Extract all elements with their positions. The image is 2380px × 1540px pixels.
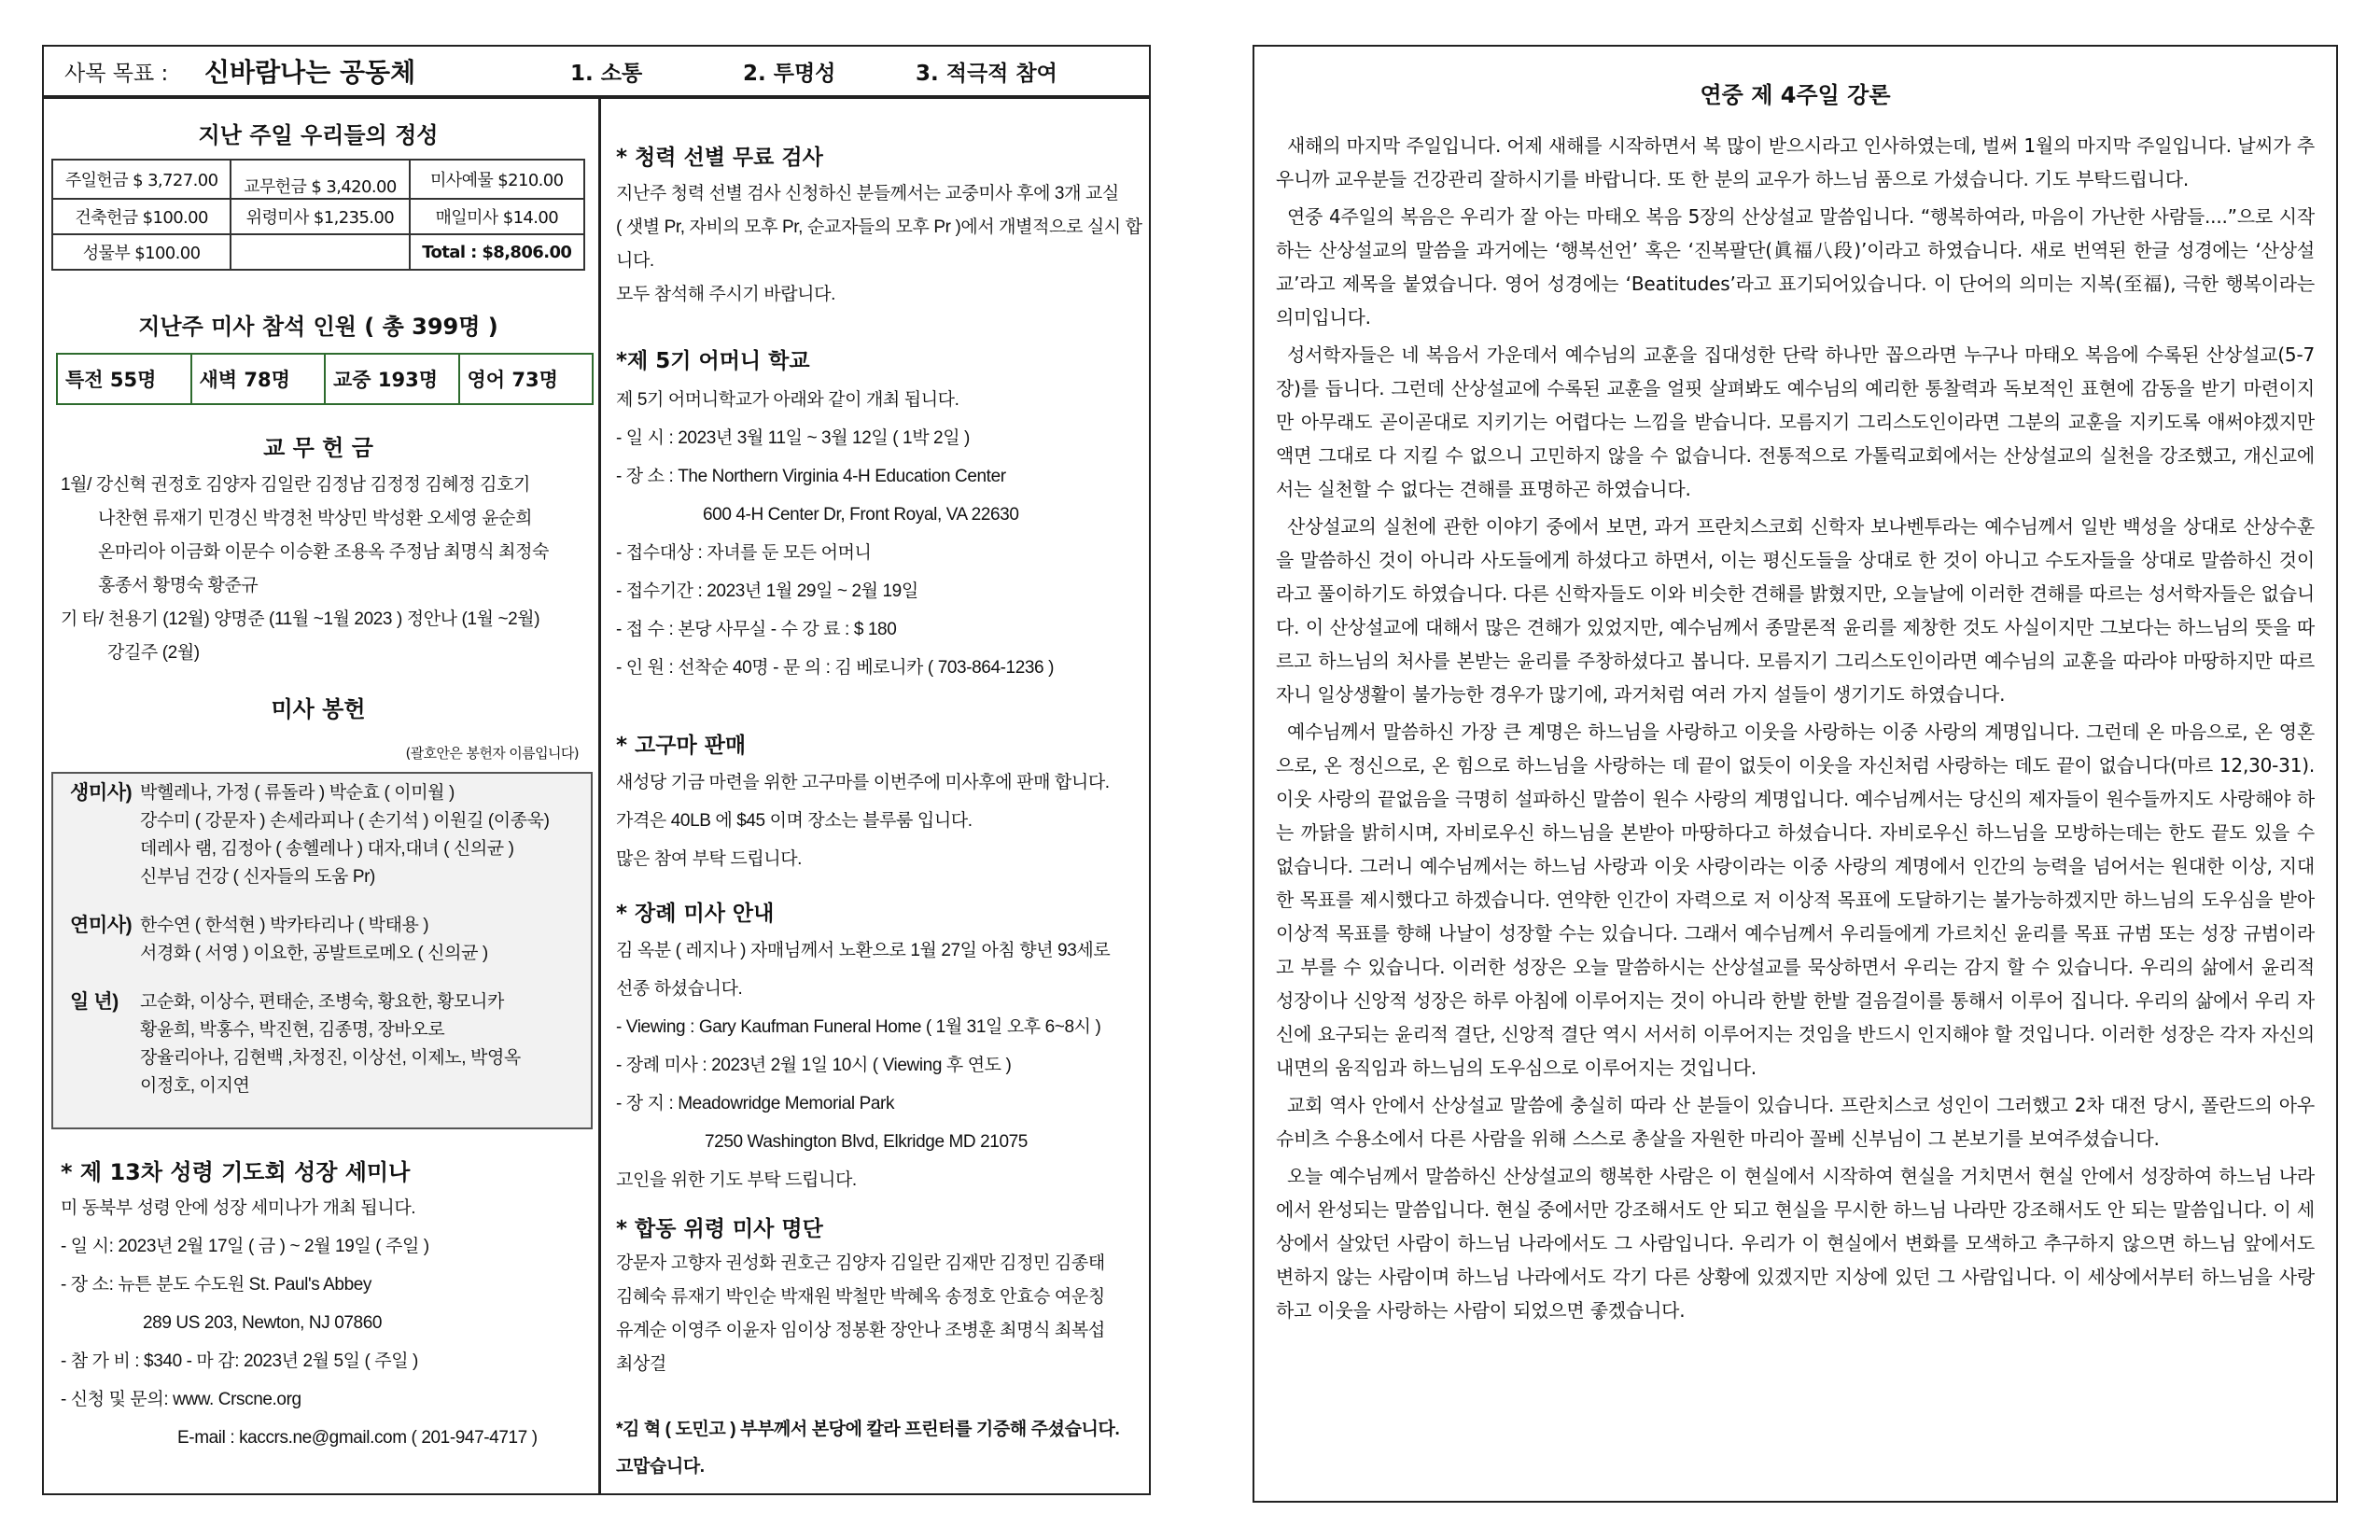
goal-item-1: 1. 소통 xyxy=(570,61,643,86)
list-item: 기 타/ 천용기 (12월) 양명준 (11월 ~1월 2023 ) 정안나 (1월 ~2월) xyxy=(61,609,540,629)
text-line: - Viewing : Gary Kaufman Funeral Home ( 1월 31일 오후 6~8시 ) xyxy=(616,1017,1101,1037)
text-line: 고인을 위한 기도 부탁 드립니다. xyxy=(616,1170,857,1190)
table-cell: 주일헌금 $ 3,727.00 xyxy=(52,160,231,199)
list-item: 한수연 ( 한석현 ) 박카타리나 ( 박태용 ) xyxy=(140,916,429,935)
text-line: - 접수기간 : 2023년 1월 29일 ~ 2월 19일 xyxy=(616,581,918,601)
mass-group-label: 일 년) xyxy=(70,991,119,1013)
table-cell: 건축헌금 $100.00 xyxy=(52,199,231,234)
list-item: 서경화 ( 서영 ) 이요한, 공발트로메오 ( 신의균 ) xyxy=(140,944,488,963)
table-cell: 교무헌금 $ 3,420.00 xyxy=(231,160,409,199)
joint-mass-title: * 합동 위령 미사 명단 xyxy=(616,1217,823,1241)
list-item: 이정호, 이지연 xyxy=(140,1076,250,1096)
list-item: 나찬현 류재기 민경신 박경천 박상민 박성환 오세영 윤순희 xyxy=(98,509,533,528)
table-row xyxy=(52,160,584,199)
mass-offering-box xyxy=(51,772,593,1129)
list-item: - 일 시: 2023년 2월 17일 ( 금 ) ~ 2월 19일 ( 주일 ) xyxy=(61,1237,429,1256)
list-item: 고순화, 이상수, 편태순, 조병숙, 황요한, 황모니카 xyxy=(140,992,504,1012)
text-line: - 장례 미사 : 2023년 2월 1일 10시 ( Viewing 후 연도 ) xyxy=(616,1056,1012,1075)
seminar-body xyxy=(61,1189,593,1457)
mass-offering-note: (괄호안은 봉헌자 이름입니다) xyxy=(405,745,579,762)
text-line: - 인 원 : 선착순 40명 - 문 의 : 김 베로니카 ( 703-864-1236 ) xyxy=(616,658,1055,678)
attendance-cell: 교중 193명 xyxy=(326,355,460,403)
homily-body xyxy=(1276,129,2315,1331)
text-line: 김혜숙 류재기 박인순 박재원 박철만 박혜옥 송정호 안효승 여운칭 xyxy=(616,1287,1105,1307)
goal-text: 신바람나는 공동체 xyxy=(204,57,416,88)
table-cell: 매일미사 $14.00 xyxy=(410,199,584,234)
table-cell xyxy=(231,234,409,270)
homily-title: 연중 제 4주일 강론 xyxy=(1700,82,1891,108)
donation-notice xyxy=(616,1411,1139,1486)
mass-group-memorial xyxy=(70,912,583,968)
mothers-school-title: *제 5기 어머니 학교 xyxy=(616,349,810,373)
list-item: - 신청 및 문의: www. Crscne.org xyxy=(61,1390,301,1409)
mass-group-living xyxy=(70,779,583,891)
attendance-cell: 새벽 78명 xyxy=(192,355,327,403)
mass-group-label: 연미사) xyxy=(70,915,133,936)
text-line: 유계순 이영주 이윤자 임이상 정봉환 장안나 조병훈 최명식 최복섭 xyxy=(616,1321,1105,1340)
text-line: - 접수대상 : 자녀를 둔 모든 어머니 xyxy=(616,543,872,563)
list-item: 289 US 203, Newton, NJ 07860 xyxy=(143,1313,383,1333)
list-item: 홍종서 황명숙 황준규 xyxy=(98,576,259,595)
offering-table xyxy=(51,159,585,271)
paragraph: 교회 역사 안에서 산상설교 말씀에 충실히 따라 산 분들이 있습니다. 프란치스코 성인이 그러했고 2차 대전 당시, 폴란드의 아우슈비츠 수용소에서 다른 사람을 위해 스스로 총살을 자원한 마리아 꼴베 신부님이 그 본보기를 보여주셨습니다. xyxy=(1276,1094,2315,1150)
list-item: 장율리아나, 김현백 ,차정진, 이상선, 이제노, 박영옥 xyxy=(140,1048,521,1068)
paragraph: 새해의 마지막 주일입니다. 어제 새해를 시작하면서 복 많이 받으시라고 인사하였는데, 벌써 1월의 마지막 주일입니다. 날씨가 추우니까 교우분들 건강관리 잘하시기를 바랍니다. 또 한 분의 교우가 하느님 품으로 가셨습니다. 기도 부탁드립니다. xyxy=(1276,134,2315,190)
attendance-cell: 영어 73명 xyxy=(467,369,558,391)
funeral-title: * 장례 미사 안내 xyxy=(616,902,775,926)
funeral-body xyxy=(616,931,1139,1199)
table-row xyxy=(52,234,584,270)
list-item: 1월/ 강신혁 권정호 김양자 김일란 김정남 김정정 김혜정 김호기 xyxy=(61,475,530,495)
hearing-body xyxy=(616,177,1142,312)
table-cell: Total : $8,806.00 xyxy=(410,234,584,270)
list-item: 황윤희, 박홍수, 박진현, 김종명, 장바오로 xyxy=(140,1020,445,1040)
table-cell: 성물부 $100.00 xyxy=(52,234,231,270)
text-line: - 접 수 : 본당 사무실 - 수 강 료 : $ 180 xyxy=(616,620,897,639)
text-line: - 일 시 : 2023년 3월 11일 ~ 3월 12일 ( 1박 2일 ) xyxy=(616,428,970,448)
text-line: 김 옥분 ( 레지나 ) 자매님께서 노환으로 1월 27일 아침 향년 93세로 xyxy=(616,941,1111,960)
education-fund-title: 교 무 헌 금 xyxy=(263,435,373,461)
list-item: 신부님 건강 ( 신자들의 도움 Pr) xyxy=(140,867,375,887)
attendance-row xyxy=(56,353,594,405)
goal-item-2: 2. 투명성 xyxy=(743,61,836,86)
text-line: 7250 Washington Blvd, Elkridge MD 21075 xyxy=(705,1132,1028,1152)
text-line: 모두 참석해 주시기 바랍니다. xyxy=(616,285,835,304)
text-line: 제 5기 어머니학교가 아래와 같이 개최 됩니다. xyxy=(616,390,959,410)
list-item: 강수미 ( 강문자 ) 손세라피나 ( 손기석 ) 이원길 (이종욱) xyxy=(140,811,550,831)
list-item: - 장 소: 뉴튼 분도 수도원 St. Paul's Abbey xyxy=(61,1275,372,1295)
table-cell: 위령미사 $1,235.00 xyxy=(231,199,409,234)
paragraph: 오늘 예수님께서 말씀하신 산상설교의 행복한 사람은 이 현실에서 시작하여 현실을 거치면서 현실 안에서 성장하여 하느님 나라에서 완성되는 말씀입니다. 현실 중에서만 강조해서도 안 되고 현실을 무시한 하느님 나라만 강조해서도 안 되는 말씀입니다. 이 세상에서 살았던 사람이 하느님 나라에서도 그 사람입니다. 우리가 이 현실에서 변화를 모색하고 추구하지 않으면 하느님 앞에서도 변하지 않는 사람이며 하느님 나라에서도 각기 다른 상황에 있겠지만 지상에 있던 그 사람입니다. 이 세상에서부터 하느님을 사랑하고 이웃을 사랑하는 사람이 되었으면 좋겠습니다. xyxy=(1276,1165,2315,1322)
sweet-potato-title: * 고구마 판매 xyxy=(616,734,747,758)
mass-group-annual xyxy=(70,988,583,1100)
mass-offering-title: 미사 봉헌 xyxy=(271,696,366,722)
education-fund-list xyxy=(61,469,593,670)
joint-mass-names xyxy=(616,1247,1139,1381)
goal-label: 사목 목표 : xyxy=(64,61,169,86)
paragraph: 예수님께서 말씀하신 가장 큰 계명은 하느님을 사랑하고 이웃을 사랑하는 이중 사랑의 계명입니다. 그런데 온 마음으로, 온 영혼으로, 온 정신으로, 온 힘으로 하느님을 사랑하는 데 끝이 없듯이 이웃을 자신처럼 사랑하는 데도 끝이 없습니다(마르 12,30-31). 이웃 사랑의 끝없음을 극명히 설파하신 말씀이 원수 사랑의 계명입니다. 예수님께서는 당신의 제자들이 원수들까지도 사랑해야 하는 까닭을 밝히시며, 자비로우신 하느님을 본받아 마땅하다고 하셨습니다. 자비로우신 하느님을 모방하는데는 한도 끝도 있을 수 없습니다. 그러니 예수님께서는 하느님 사랑과 이웃 사랑이라는 이중 사랑의 계명에서 인간의 능력을 넘어서는 원대한 이상, 지대한 목표를 제시했다고 하겠습니다. 연약한 인간이 자력으로 저 이상적 목표에 도달하기는 불가능하겠지만 하느님의 도우심을 받아 이상적 목표를 향해 나날이 성장할 수는 있습니다. 그래서 예수님께서 우리들에게 가르치신 윤리를 목표 규범 또는 성장 규범이라고 부를 수 있습니다. 이러한 성장은 오늘 말씀하시는 산상설교를 묵상하면서 우리는 감지 할 수 있습니다. 우리의 삶에서 윤리적 성장이나 신앙적 성장은 하루 아침에 이루어지는 것이 아니라 한발 한발 걸음걸이를 통해서 이루어 집니다. 우리의 삶에서 우리 자신에 요구되는 윤리적 결단, 신앙적 결단 역시 서서히 이루어지는 것임을 반드시 인지해야 할 것입니다. 이러한 성장은 각자 자신의 내면의 움직임과 하느님의 도우심으로 이루어지는 것입니다. xyxy=(1276,721,2315,1079)
text-line: 최상걸 xyxy=(616,1354,666,1374)
text-line: 선종 하셨습니다. xyxy=(616,979,743,999)
column-divider xyxy=(598,99,601,1495)
paragraph: 연중 4주일의 복음은 우리가 잘 아는 마태오 복음 5장의 산상설교 말씀입니다. “행복하여라, 마음이 가난한 사람들....”으로 시작하는 산상설교의 말씀을 과거에는 ‘행복선언’ 혹은 ‘진복팔단(眞福八段)’이라고 하였습니다. 새로 번역된 한글 성경에는 ‘산상설교’라고 제목을 붙였습니다. 영어 성경에는 ‘Beatitudes’라고 표기되어있습니다. 이 단어의 의미는 지복(至福), 극한 행복이라는 의미입니다. xyxy=(1276,205,2315,329)
paragraph: 성서학자들은 네 복음서 가운데서 예수님의 교훈을 집대성한 단락 하나만 꼽으라면 누구나 마태오 복음에 수록된 산상설교(5-7장)를 듭니다. 그런데 산상설교에 수록된 교훈을 얼핏 살펴봐도 예수님의 예리한 통찰력과 독보적인 표현에 감동을 받기 마련이지만 아무래도 곧이곧대로 지키기는 어렵다는 느낌을 받습니다. 모름지기 그리스도인이라면 그분의 교훈을 지키도록 애써야겠지만 액면 그대로 다 지킬 수 없으니 고민하지 않을 수 없습니다. 전통적으로 가톨릭교회에서는 산상설교의 실천을 강조했고, 개신교에서는 실천할 수 없다는 견해를 표명하곤 하였습니다. xyxy=(1276,343,2315,500)
sweet-potato-body xyxy=(616,763,1139,878)
text-line: *김 혁 ( 도민고 ) 부부께서 본당에 칼라 프린터를 기증해 주셨습니다. xyxy=(616,1420,1120,1439)
list-item: 박헬레나, 가정 ( 류돌라 ) 박순효 ( 이미월 ) xyxy=(140,783,455,803)
list-item: 데레사 램, 김정아 ( 송헬레나 ) 대자,대녀 ( 신의균 ) xyxy=(140,839,514,859)
table-cell: 미사예물 $210.00 xyxy=(410,160,584,199)
offering-title: 지난 주일 우리들의 정성 xyxy=(198,122,439,148)
text-line: 가격은 40LB 에 $45 이며 장소는 블루룸 입니다. xyxy=(616,811,973,831)
paragraph: 산상설교의 실천에 관한 이야기 중에서 보면, 과거 프란치스코회 신학자 보나벤투라는 예수님께서 일반 백성을 상대로 산상수훈을 말씀하신 것이 아니라 사도들에게 하셨다고 하면서, 이는 평신도들을 상대로 한 것이 아니고 수도자들을 상대로 말씀하신 것이라고 풀이하기도 하였습니다. 다른 신학자들도 이와 비슷한 견해를 밝혔지만, 오늘날에 이러한 견해를 따르는 성서학자들은 없습니다. 이 산상설교에 대해서 많은 견해가 있었지만, 예수님께서 종말론적 윤리를 제창한 것도 사실이지만 그보다는 하느님의 뜻을 따르고 하느님의 처사를 본받는 윤리를 주창하셨다고 봅니다. 모름지기 그리스도인이라면 예수님의 교훈을 따라야 마땅하지만 따르자니 일상생활이 불가능한 경우가 많기에, 과거처럼 여러 가지 설들이 생기기도 하였습니다. xyxy=(1276,515,2315,706)
bulletin-header xyxy=(42,45,1151,99)
text-line: - 장 지 : Meadowridge Memorial Park xyxy=(616,1094,895,1113)
goal-item-3: 3. 적극적 참여 xyxy=(916,61,1057,86)
list-item: 미 동북부 성령 안에 성장 세미나가 개최 됩니다. xyxy=(61,1198,416,1218)
hearing-title: * 청력 선별 무료 검사 xyxy=(616,146,823,170)
list-item: - 참 가 비 : $340 - 마 감: 2023년 2월 5일 ( 주일 ) xyxy=(61,1351,418,1371)
text-line: 강문자 고향자 권성화 권호근 김양자 김일란 김재만 김정민 김종태 xyxy=(616,1253,1105,1273)
attendance-cell: 특전 55명 xyxy=(58,355,192,403)
text-line: 지난주 청력 선별 검사 신청하신 분들께서는 교중미사 후에 3개 교실 xyxy=(616,184,1119,203)
mothers-school-body xyxy=(616,381,1139,687)
text-line: - 장 소 : The Northern Virginia 4-H Education Center xyxy=(616,467,1006,486)
text-line: 새성당 기금 마련을 위한 고구마를 이번주에 미사후에 판매 합니다. xyxy=(616,773,1110,792)
text-line: 많은 참여 부탁 드립니다. xyxy=(616,849,803,869)
list-item: 온마리아 이금화 이문수 이승환 조용옥 주정남 최명식 최정숙 xyxy=(98,542,550,562)
text-line: 600 4-H Center Dr, Front Royal, VA 22630 xyxy=(703,505,1019,525)
text-line: 니다. xyxy=(616,251,654,271)
seminar-title: * 제 13차 성령 기도회 성장 세미나 xyxy=(61,1159,411,1185)
list-item: 강길주 (2월) xyxy=(107,643,200,663)
attendance-title: 지난주 미사 참석 인원 ( 총 399명 ) xyxy=(138,314,498,340)
mass-group-label: 생미사) xyxy=(70,782,133,804)
text-line: ( 샛별 Pr, 자비의 모후 Pr, 순교자들의 모후 Pr )에서 개별적으로 실시 합 xyxy=(616,217,1142,237)
list-item: E-mail : kaccrs.ne@gmail.com ( 201-947-4717 ) xyxy=(177,1428,538,1448)
table-row xyxy=(52,199,584,234)
text-line: 고맙습니다. xyxy=(616,1457,705,1477)
